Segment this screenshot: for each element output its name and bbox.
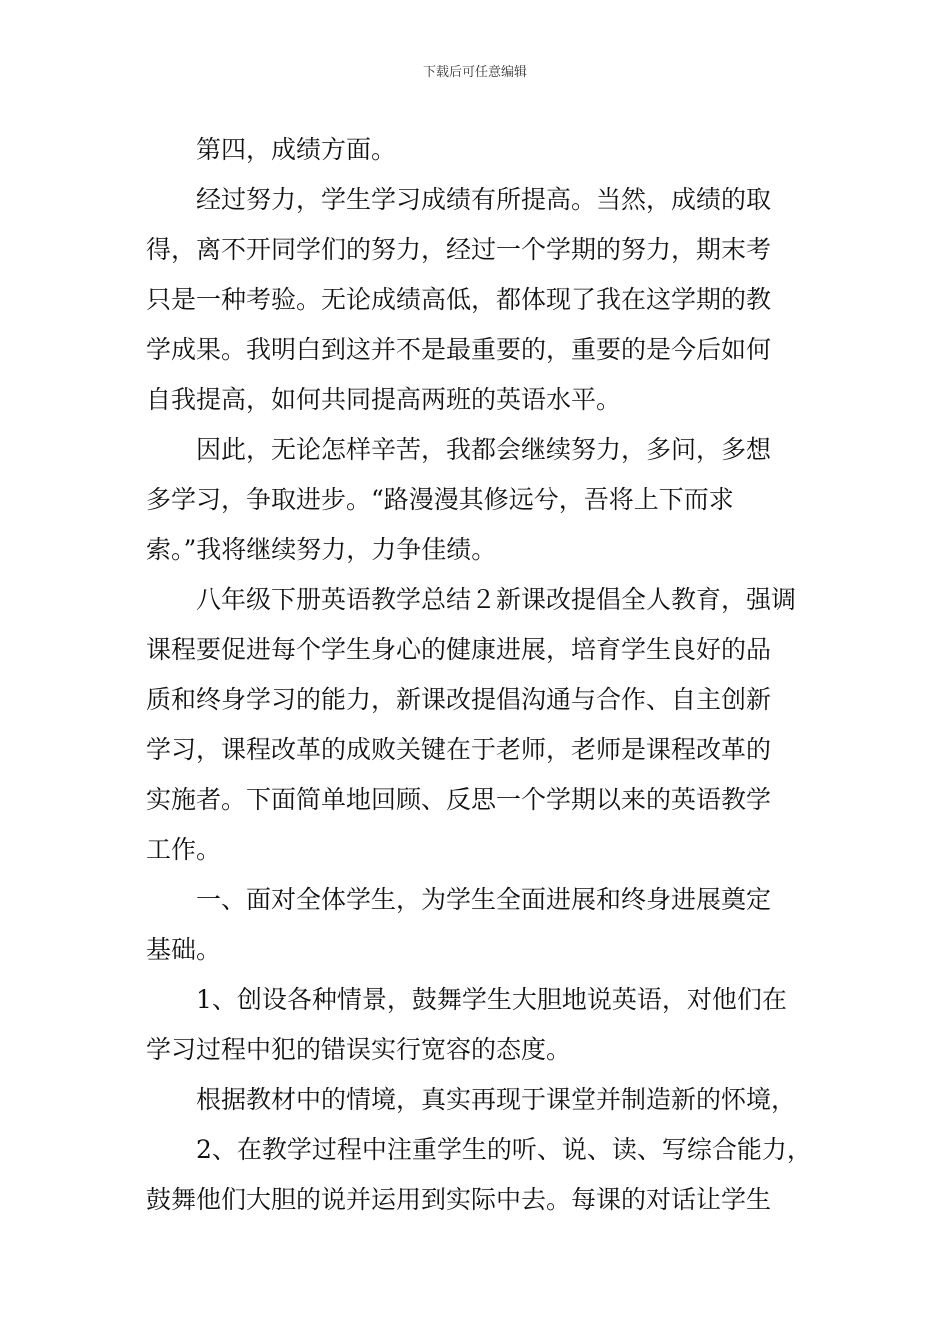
text-line: 索。”我将继续努力，力争佳绩。	[146, 535, 497, 564]
text-line: 因此，无论怎样辛苦，我都会继续努力，多问，多想	[196, 435, 772, 464]
text-line: 自我提高，如何共同提高两班的英语水平。	[146, 385, 622, 414]
text-line: 多学习，争取进步。“路漫漫其修远兮，吾将上下而求	[146, 485, 734, 514]
text-line: 得，离不开同学们的努力，经过一个学期的努力，期末考	[146, 235, 772, 264]
text-line: 八年级下册英语教学总结２新课改提倡全人教育，强调	[196, 585, 797, 614]
text-line: 工作。	[146, 835, 222, 864]
text-line: 质和终身学习的能力，新课改提倡沟通与合作、自主创新	[146, 685, 772, 714]
document-body	[146, 125, 812, 1225]
text-line: 根据教材中的情境，真实再现于课堂并制造新的怀境，	[196, 1085, 797, 1114]
text-line: 2、在教学过程中注重学生的听、说、读、写综合能力，	[196, 1135, 812, 1164]
text-line: 学习过程中犯的错误实行宽容的态度。	[146, 1035, 572, 1064]
text-line: 1、创设各种情景，鼓舞学生大胆地说英语，对他们在	[196, 985, 787, 1014]
text-line: 经过努力，学生学习成绩有所提高。当然，成绩的取	[196, 185, 772, 214]
text-line: 一、面对全体学生，为学生全面进展和终身进展奠定	[196, 885, 772, 914]
text-line: 只是一种考验。无论成绩高低，都体现了我在这学期的教	[146, 285, 772, 314]
text-line: 基础。	[146, 935, 222, 964]
page-header: 下载后可任意编辑	[422, 65, 527, 80]
text-line: 实施者。下面简单地回顾、反思一个学期以来的英语教学	[146, 785, 772, 814]
text-line: 第四，成绩方面。	[196, 135, 397, 164]
text-line: 学习，课程改革的成败关键在于老师，老师是课程改革的	[146, 735, 772, 764]
text-line: 学成果。我明白到这并不是最重要的，重要的是今后如何	[146, 335, 772, 364]
text-line: 鼓舞他们大胆的说并运用到实际中去。每课的对话让学生	[146, 1185, 772, 1214]
text-line: 课程要促进每个学生身心的健康进展，培育学生良好的品	[146, 635, 772, 664]
